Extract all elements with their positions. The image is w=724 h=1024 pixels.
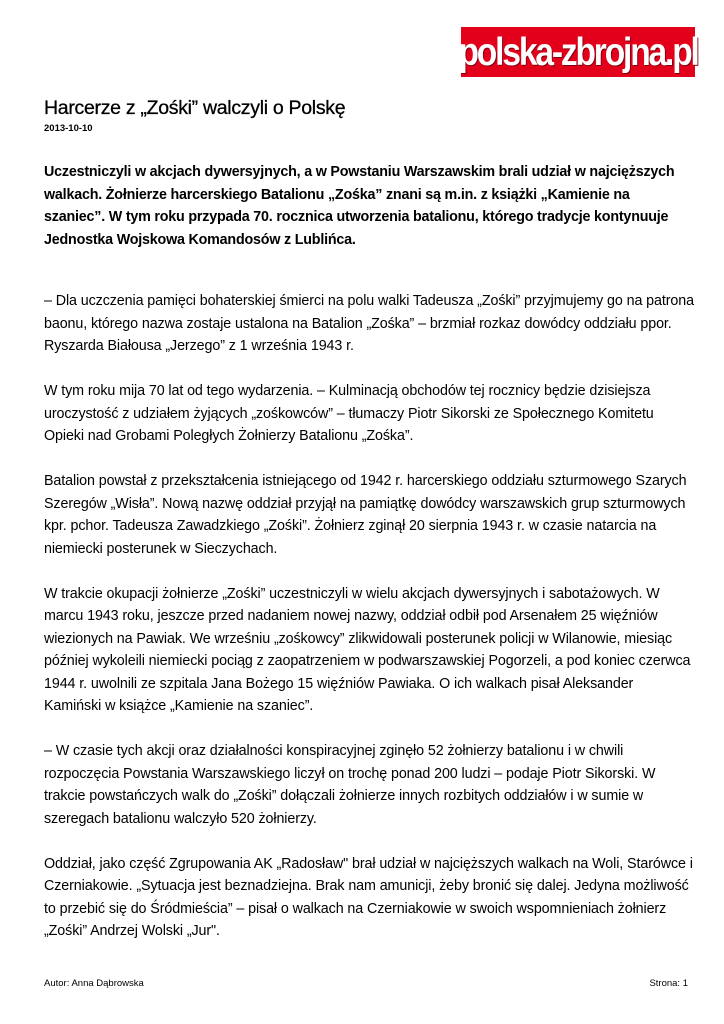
footer-page-number: Strona: 1: [649, 978, 688, 989]
article-date: 2013-10-10: [44, 123, 93, 134]
footer-author: Autor: Anna Dąbrowska: [44, 978, 144, 989]
article-paragraph: W trakcie okupacji żołnierze „Zośki” uczestniczyli w wielu akcjach dywersyjnych i sabotażowych. W marcu 1943 roku, jeszcze przed nadaniem nowej nazwy, oddział odbił pod Arsenałem 25 więźniów wiezionych na Pawiak. We wrześniu „zośkowcy” zlikwidowali posterunek policji w Wilanowie, miesiąc później wykoleili niemiecki pociąg z zaopatrzeniem w podwarszawskiej Pogorzeli, a pod koniec czerwca 1944 r. uwolnili ze szpitala Jana Bożego 15 więźniów Pawiaka. O ich walkach pisał Aleksander Kamiński w książce „Kamienie na szaniec”.: [44, 585, 691, 714]
article-paragraph: W tym roku mija 70 lat od tego wydarzenia. – Kulminacją obchodów tej rocznicy będzie dzisiejsza uroczystość z udziałem żyjących „zośkowców” – tłumaczy Piotr Sikorski ze Społecznego Komitetu Opieki nad Grobami Poległych Żołnierzy Batalionu „Zośka”.: [44, 383, 654, 444]
article-paragraph: – W czasie tych akcji oraz działalności konspiracyjnej zginęło 52 żołnierzy batalionu i w chwili rozpoczęcia Powstania Warszawskiego liczył on trochę ponad 200 ludzi – podaje Piotr Sikorski. W trakcie powstańczych walk do „Zośki” dołączali żołnierze innych rozbitych oddziałów i w sumie w szeregach batalionu walczyło 520 żołnierzy.: [44, 743, 656, 827]
article-lead: Uczestniczyli w akcjach dywersyjnych, a w Powstaniu Warszawskim brali udział w najcięższych walkach. Żołnierze harcerskiego Batalionu „Zośka” znani są m.in. z książki „Kamienie na szaniec”. W tym roku przypada 70. rocznica utworzenia batalionu, którego tradycje kontynuuje Jednostka Wojskowa Komandosów z Lublińca.: [44, 164, 675, 248]
article-paragraph: – Dla uczczenia pamięci bohaterskiej śmierci na polu walki Tadeusza „Zośki” przyjmujemy go na patrona baonu, którego nazwa zostaje ustalona na Batalion „Zośka” – brzmiał rozkaz dowódcy oddziału ppor. Ryszarda Białousa „Jerzego” z 1 września 1943 r.: [44, 293, 694, 354]
site-logo[interactable]: [458, 27, 698, 77]
article-paragraph: Oddział, jako część Zgrupowania AK „Radosław" brał udział w najcięższych walkach na Woli, Starówce i Czerniakowie. „Sytuacja jest beznadziejna. Brak nam amunicji, żeby bronić się dalej. Jedyna możliwość to przebić się do Śródmieścia” – pisał o walkach na Czerniakowie w swoich wspomnieniach żołnierz „Zośki” Andrzej Wolski „Jur".: [44, 855, 693, 939]
article-paragraph: Batalion powstał z przekształcenia istniejącego od 1942 r. harcerskiego oddziału szturmowego Szarych Szeregów „Wisła”. Nową nazwę oddział przyjął na pamiątkę dowódcy warszawskich grup szturmowych kpr. pchor. Tadeusza Zawadzkiego „Zośki”. Żołnierz zginął 20 sierpnia 1943 r. w czasie natarcia na niemiecki posterunek w Sieczychach.: [44, 473, 687, 557]
article-title: Harcerze z „Zośki” walczyli o Polskę: [44, 97, 346, 119]
site-logo-text: polska-zbrojna.pl: [458, 30, 698, 74]
article-body: [44, 290, 694, 965]
